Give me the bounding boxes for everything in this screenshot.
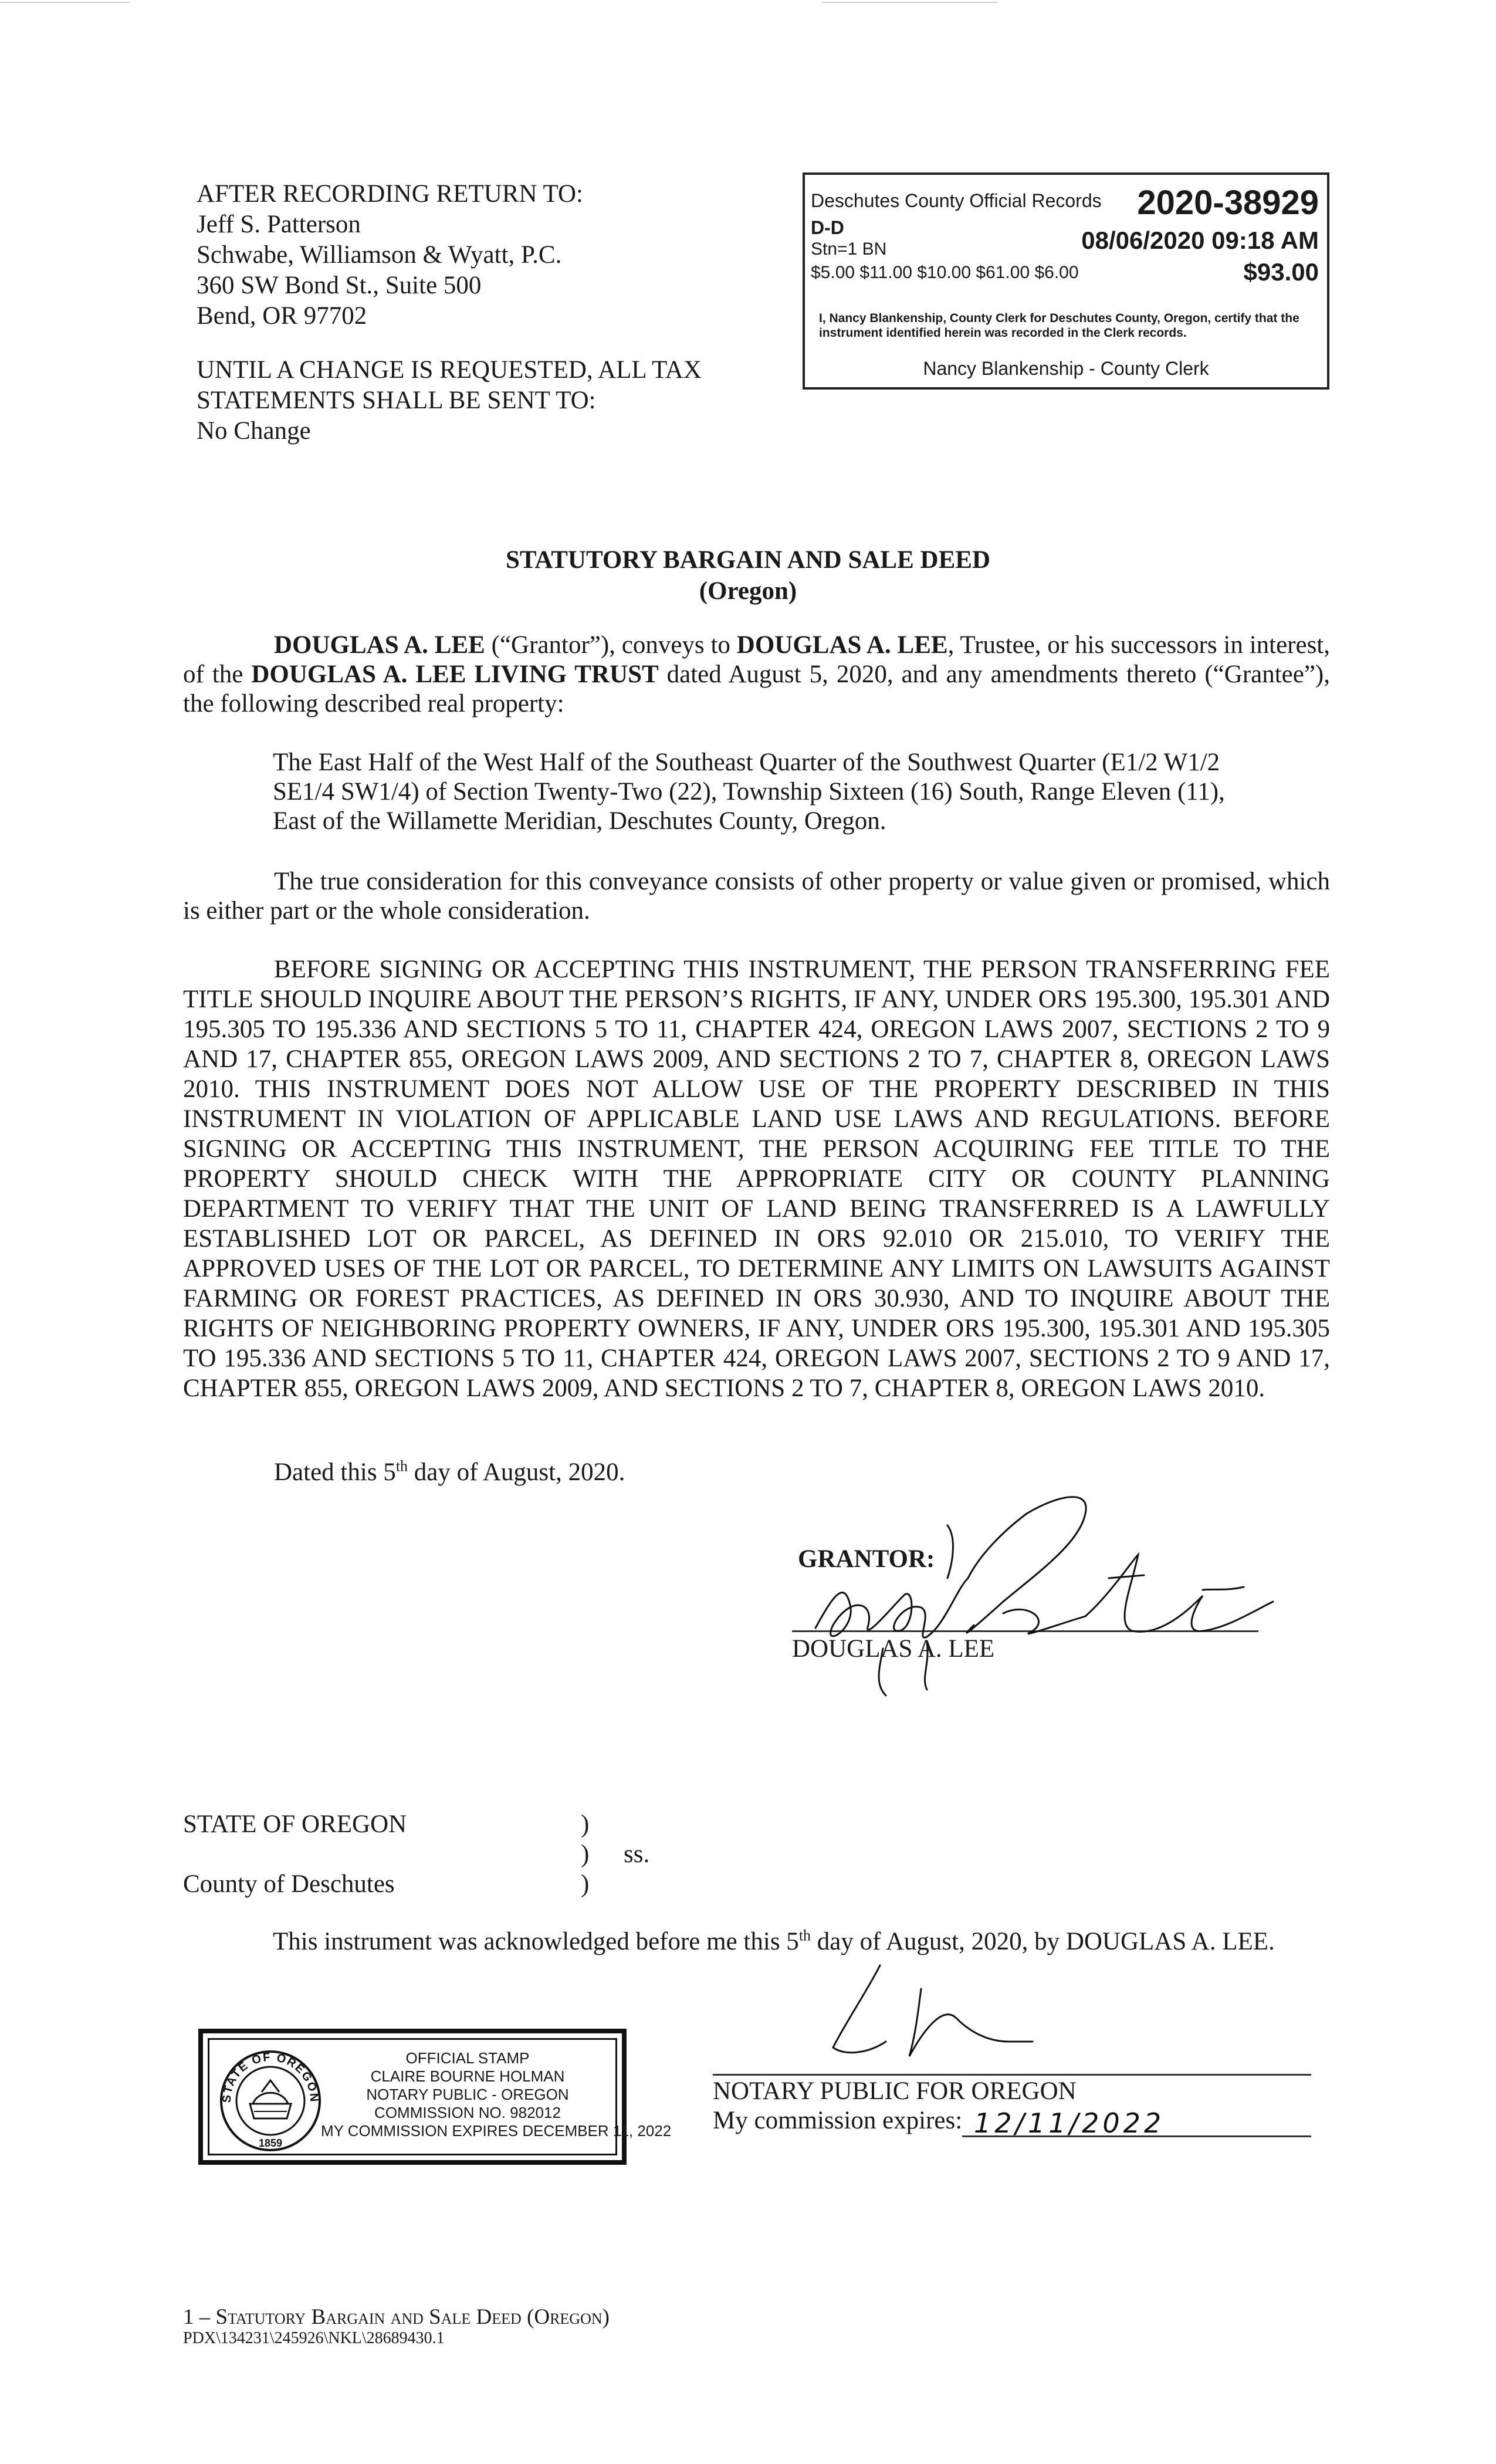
records-office: Deschutes County Official Records <box>811 190 1102 211</box>
tax-line: UNTIL A CHANGE IS REQUESTED, ALL TAX <box>197 356 702 384</box>
ack-sup: th <box>798 1927 811 1944</box>
grantor-name-bold: DOUGLAS A. LEE <box>274 631 485 659</box>
county-clerk: Nancy Blankenship - County Clerk <box>923 358 1209 379</box>
return-line: 360 SW Bond St., Suite 500 <box>197 272 482 299</box>
commission-date-handwritten <box>968 2103 1214 2144</box>
venue-bracket: ) <box>581 1840 590 1868</box>
dated-text: Dated this 5 <box>274 1458 396 1486</box>
return-address-block <box>197 179 783 331</box>
grantor-printed-name: DOUGLAS A. LEE <box>792 1635 995 1663</box>
commission-date-text: 12/11/2022 <box>974 2107 1165 2139</box>
tax-line: STATEMENTS SHALL BE SENT TO: <box>197 387 596 414</box>
statutory-warning: BEFORE SIGNING OR ACCEPTING THIS INSTRUMENT, THE PERSON TRANSFERRING FEE TITLE SHOULD INQUIRE ABOUT THE PERSON’S RIGHTS, IF ANY, UNDER ORS 195.300, 195.301 AND 195.305 TO 195.336 AND SECTIONS 5 TO 11, CHAPTER 424, OREGON LAWS 2007, SECTIONS 2 TO 9 AND 17, CHAPTER 855, OREGON LAWS 2009, AND SECTIONS 2 TO 7, CHAPTER 8, OREGON LAWS 2010. THIS INSTRUMENT DOES NOT ALLOW USE OF THE PROPERTY DESCRIBED IN THIS INSTRUMENT IN VIOLATION OF APPLICABLE LAND USE LAWS AND REGULATIONS. BEFORE SIGNING OR ACCEPTING THIS INSTRUMENT, THE PERSON ACQUIRING FEE TITLE TO THE PROPERTY SHOULD CHECK WITH THE APPROPRIATE CITY OR COUNTY PLANNING DEPARTMENT TO VERIFY THAT THE UNIT OF LAND BEING TRANSFERRED IS A LAWFULLY ESTABLISHED LOT OR PARCEL, AS DEFINED IN ORS 92.010 OR 215.010, TO VERIFY THE APPROVED USES OF THE LOT OR PARCEL, TO DETERMINE ANY LIMITS ON LAWSUITS AGAINST FARMING OR FOREST PRACTICES, AS DEFINED IN ORS 30.930, AND TO INQUIRE ABOUT THE RIGHTS OF NEIGHBORING PROPERTY OWNERS, IF ANY, UNDER ORS 195.300, 195.301 AND 195.305 TO 195.336 AND SECTIONS 5 TO 11, CHAPTER 424, OREGON LAWS 2007, SECTIONS 2 TO 9 AND 17, CHAPTER 855, OREGON LAWS 2009, AND SECTIONS 2 TO 7, CHAPTER 8, OREGON LAWS 2010. <box>183 956 1330 1402</box>
ack-text: This instrument was acknowledged before me this 5 <box>273 1928 799 1955</box>
venue-bracket: ) <box>581 1810 590 1838</box>
clerk-certification: I, Nancy Blankenship, County Clerk for Deschutes County, Oregon, certify that the instrument identified herein was recorded in the Clerk records. <box>819 312 1299 340</box>
document-number: 2020-38929 <box>1137 184 1319 222</box>
grantor-signature <box>780 1490 1285 1701</box>
dated-line <box>274 1458 625 1487</box>
conveyance-paragraph <box>183 631 1330 719</box>
svg-text:STATE OF OREGON <box>221 2051 321 2103</box>
seal-year: 1859 <box>258 2137 283 2149</box>
stamp-line: OFFICIAL STAMP <box>405 2049 530 2067</box>
commission-label: My commission expires: <box>713 2107 963 2134</box>
recording-stamp-box <box>803 172 1329 390</box>
notary-title: NOTARY PUBLIC FOR OREGON <box>713 2077 1077 2105</box>
stamp-line: MY COMMISSION EXPIRES DECEMBER 11, 2022 <box>321 2122 672 2140</box>
station: Stn=1 BN <box>811 239 887 259</box>
acknowledgment-text <box>273 1927 1275 1956</box>
deed-subtitle: (Oregon) <box>699 577 797 605</box>
footer-page-title: 1 – Statutory Bargain and Sale Deed (Oregon) <box>183 2305 610 2329</box>
stamp-line: CLAIRE BOURNE HOLMAN <box>370 2067 565 2085</box>
dated-text: day of August, 2020. <box>408 1458 625 1486</box>
recording-fees: $5.00 $11.00 $10.00 $61.00 $6.00 <box>811 263 1079 282</box>
stamp-line: COMMISSION NO. 982012 <box>374 2104 561 2121</box>
stamp-line: NOTARY PUBLIC - OREGON <box>366 2086 569 2103</box>
ack-text: day of August, 2020, by DOUGLAS A. LEE. <box>811 1928 1275 1955</box>
grantor-label: GRANTOR: <box>798 1545 935 1573</box>
grantee-name-bold: DOUGLAS A. LEE <box>736 631 948 659</box>
tax-statement-block <box>197 355 783 446</box>
return-heading: AFTER RECORDING RETURN TO: <box>197 180 583 208</box>
conveyance-text: , Trustee, or his successors in interest, of the <box>183 631 1331 688</box>
trust-name-bold: DOUGLAS A. LEE LIVING TRUST <box>251 661 659 688</box>
stamp-inner-border <box>208 2038 672 2155</box>
notary-official-stamp <box>198 2029 672 2165</box>
stamp-text-block <box>321 2049 672 2140</box>
deed-title-line: STATUTORY BARGAIN AND SALE DEED <box>505 546 990 574</box>
venue-bracket: ) <box>581 1870 590 1898</box>
consideration-paragraph: The true consideration for this conveyance consists of other property or value given or promised, which is either part or the whole consideration. <box>183 868 1330 925</box>
recording-datetime: 08/06/2020 09:18 AM <box>1081 226 1319 254</box>
document-code: D-D <box>811 217 844 238</box>
conveyance-text: (“Grantor”), conveys to <box>485 631 737 659</box>
return-line: Jeff S. Patterson <box>197 211 361 238</box>
notary-signature <box>810 1954 1074 2071</box>
venue-state: STATE OF OREGON <box>183 1810 407 1838</box>
return-line: Schwabe, Williamson & Wyatt, P.C. <box>197 241 562 269</box>
venue-ss: ss. <box>624 1840 650 1868</box>
deed-title <box>0 544 1496 607</box>
scan-mark <box>0 2 129 3</box>
recording-total: $93.00 <box>1243 258 1319 286</box>
oregon-seal-icon <box>218 2048 323 2154</box>
return-line: Bend, OR 97702 <box>197 302 367 330</box>
tax-line: No Change <box>197 417 311 445</box>
scan-mark <box>821 2 997 3</box>
notary-signature-line <box>713 2074 1311 2076</box>
dated-sup: th <box>395 1457 408 1475</box>
seal-text: STATE OF OREGON <box>220 2050 321 2103</box>
conveyance-text: dated August 5, 2020, and any amendments thereto (“Grantee”), the following described real property: <box>183 661 1330 717</box>
venue-county: County of Deschutes <box>183 1870 395 1898</box>
legal-description: The East Half of the West Half of the Southeast Quarter of the Southwest Quarter (E1/2 W1/2 SE1/4 SW1/4) of Section Twenty-Two (22), Township Sixteen (16) South, Range Eleven (11), East of the Willamette Meridian, Deschutes County, Oregon. <box>273 749 1225 835</box>
footer-document-path: PDX\134231\245926\NKL\28689430.1 <box>183 2329 445 2347</box>
